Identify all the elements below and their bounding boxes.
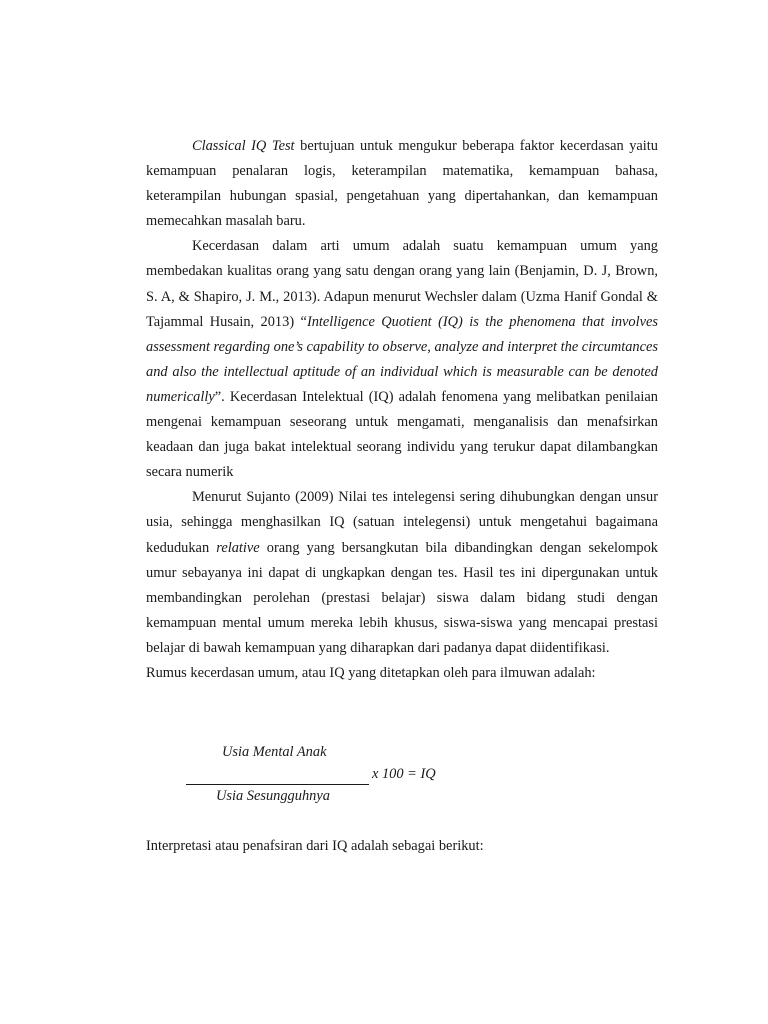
formula-numerator: Usia Mental Anak xyxy=(222,744,327,760)
paragraph-classical-iq-test xyxy=(146,134,658,234)
formula-multiplier: x 100 = IQ xyxy=(372,766,436,782)
paragraph-3-part2: orang yang bersangkutan bila dibandingkan dengan sekelompok umur sebayanya ini dapat di ungkapkan dengan tes. Hasil tes ini dipergunakan untuk membandingkan perolehan (prestasi belajar) siswa dalam bidang studi dengan kemampuan mental umum mereka lebih khusus, siswa-siswa yang mencapai prestasi belajar di bawah kemampuan yang diharapkan dari padanya dapat diidentifikasi. xyxy=(146,539,658,656)
formula-intro: Rumus kecerdasan umum, atau IQ yang ditetapkan oleh para ilmuwan adalah: xyxy=(146,664,596,681)
paragraph-sujanto xyxy=(146,485,658,661)
formula-denominator: Usia Sesungguhnya xyxy=(216,788,330,804)
interpretation-line: Interpretasi atau penafsiran dari IQ adalah sebagai berikut: xyxy=(146,838,484,855)
relative-term: relative xyxy=(216,539,260,556)
iq-formula xyxy=(186,744,486,812)
paragraph-1-text: bertujuan untuk mengukur beberapa faktor kecerdasan yaitu kemampuan penalaran logis, keterampilan matematika, kemampuan bahasa, keterampilan hubungan spasial, pengetahuan yang dipertahankan, dan kemampuan memecahkan masalah baru. xyxy=(146,138,658,230)
paragraph-3-part1: Menurut Sujanto (2009) Nilai tes intelegensi sering dihubungkan dengan unsur usia, sehingga menghasilkan IQ (satuan intelegensi) untuk mengetahui bagaimana kedudukan xyxy=(146,489,658,556)
paragraph-kecerdasan-definition xyxy=(146,234,658,485)
iq-definition-quote: Intelligence Quotient (IQ) is the phenomena that involves assessment regarding one’s capability to observe, analyze and interpret the circumtances and also the intellectual aptitude of an individual which is measurable can be denoted numerically xyxy=(146,313,658,405)
classical-iq-test-term: Classical IQ Test xyxy=(192,138,295,154)
fraction-line xyxy=(186,784,369,785)
paragraph-2-outro: ”. Kecerdasan Intelektual (IQ) adalah fenomena yang melibatkan penilaian mengenai kemampuan seseorang untuk mengamati, menganalisis dan menafsirkan keadaan dan juga bakat intelektual seorang individu yang terukur dapat dilambangkan secara numerik xyxy=(146,388,658,481)
body-text xyxy=(146,134,658,686)
paragraph-2-intro: Kecerdasan dalam arti umum adalah suatu kemampuan umum yang membedakan kualitas orang yang satu dengan orang yang lain (Benjamin, D. J, Brown, S. A, & Shapiro, J. M., 2013). Adapun menurut Wechsler dalam (Uzma Hanif Gondal & Tajammal Husain, 2013) “ xyxy=(146,238,658,330)
